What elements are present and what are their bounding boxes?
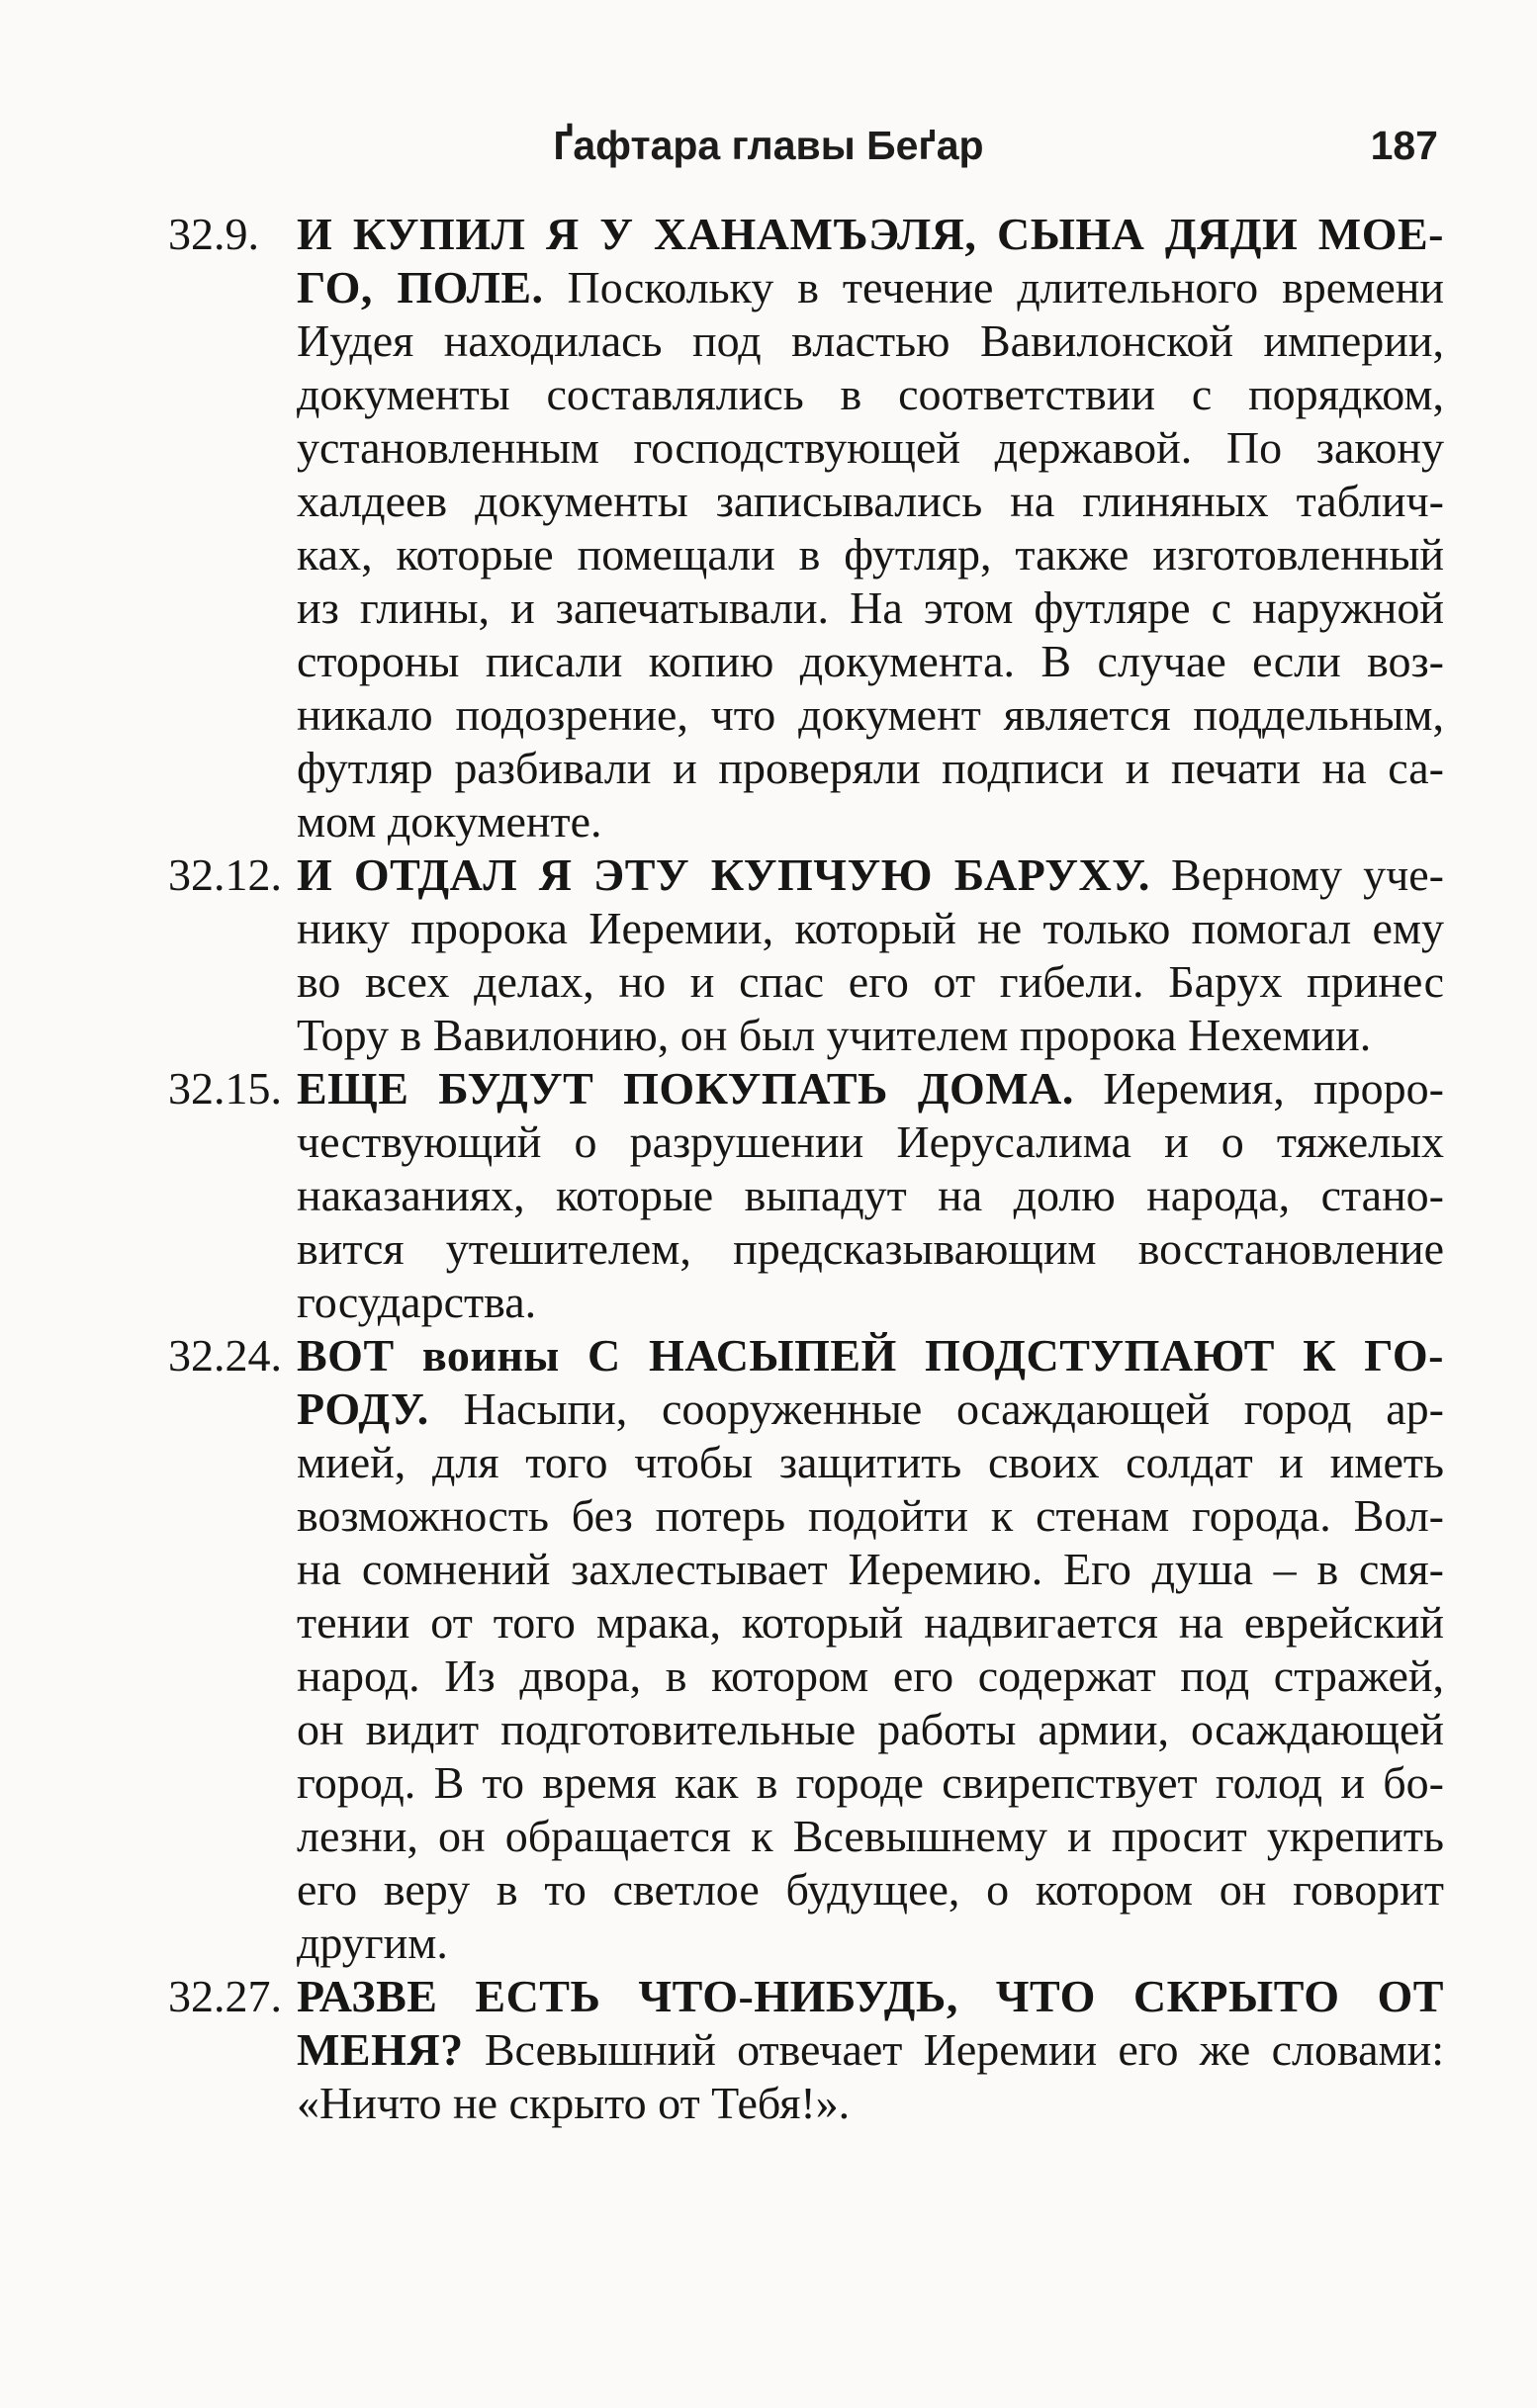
entry-lines — [297, 1329, 1444, 1970]
text-line — [297, 1543, 1444, 1596]
text-line — [297, 1382, 1444, 1436]
text-line — [297, 1169, 1444, 1222]
text-line — [297, 635, 1444, 688]
commentary-text: во всех делах, но и спас его от гибели. Барух принес — [297, 956, 1444, 1007]
commentary-text: «Ничто не скрыто от Тебя!». — [297, 2078, 851, 2128]
text-line — [297, 848, 1444, 902]
commentary-text: Насыпи, сооруженные осаждающей город ар- — [428, 1383, 1444, 1434]
text-line — [297, 261, 1444, 314]
text-line — [297, 795, 1444, 848]
commentary-entry — [168, 1329, 1444, 1970]
commentary-entry — [168, 1970, 1444, 2130]
text-line — [297, 688, 1444, 742]
commentary-text: народ. Из двора, в котором его содержат под стражей, — [297, 1650, 1444, 1701]
text-line — [297, 1115, 1444, 1169]
text-line — [297, 1703, 1444, 1756]
commentary-text: он видит подготовительные работы армии, осаждающей — [297, 1704, 1444, 1754]
commentary-entries — [168, 208, 1444, 2130]
commentary-text: государства. — [297, 1277, 537, 1327]
entry-lines — [297, 848, 1444, 1062]
text-line — [297, 1756, 1444, 1810]
text-line — [297, 955, 1444, 1009]
running-title: Ґафтара главы Беґар — [553, 123, 984, 168]
text-line — [297, 1650, 1444, 1703]
text-line — [297, 208, 1444, 261]
text-line — [297, 1596, 1444, 1650]
text-line — [297, 1329, 1444, 1382]
verse-quote-bold: ГО, ПОЛЕ. — [297, 262, 544, 312]
commentary-entry — [168, 848, 1444, 1062]
commentary-text: мом документе. — [297, 796, 602, 847]
entry-lines — [297, 1970, 1444, 2130]
text-line — [297, 314, 1444, 368]
text-line — [297, 1276, 1444, 1329]
text-line — [297, 1489, 1444, 1543]
text-line — [297, 1810, 1444, 1863]
text-line — [297, 902, 1444, 955]
text-line — [297, 1917, 1444, 1970]
commentary-text: Всевышний отвечает Иеремии его же словами: — [463, 2024, 1444, 2075]
text-line — [297, 475, 1444, 528]
page-number: 187 — [1370, 123, 1438, 168]
commentary-text: из глины, и запечатывали. На этом футляре с наружной — [297, 582, 1444, 633]
text-line — [297, 421, 1444, 475]
commentary-entry — [168, 1062, 1444, 1329]
verse-number: 32.15. — [168, 1063, 282, 1114]
verse-number: 32.9. — [168, 209, 259, 259]
commentary-text: его веру в то светлое будущее, о котором он говорит — [297, 1864, 1444, 1915]
commentary-text: халдеев документы записывались на глиняных таблич- — [297, 476, 1444, 526]
commentary-text: документы составлялись в соответствии с порядком, — [297, 369, 1444, 419]
verse-number: 32.12. — [168, 849, 282, 900]
running-head — [0, 123, 1537, 172]
commentary-text: город. В то время как в городе свирепствует голод и бо- — [297, 1757, 1444, 1808]
verse-number: 32.27. — [168, 1971, 282, 2021]
entry-lines — [297, 1062, 1444, 1329]
commentary-text: Иудея находилась под властью Вавилонской империи, — [297, 315, 1444, 366]
verse-number: 32.24. — [168, 1330, 282, 1381]
commentary-entry — [168, 208, 1444, 848]
text-line — [297, 1009, 1444, 1062]
verse-quote-bold: И ОТДАЛ Я ЭТУ КУПЧУЮ БАРУХУ. — [297, 849, 1150, 900]
verse-quote-bold: МЕНЯ? — [297, 2024, 464, 2075]
text-line — [297, 742, 1444, 795]
commentary-text: тении от того мрака, который надвигается на еврейский — [297, 1597, 1444, 1648]
verse-quote-bold: РАЗВЕ ЕСТЬ ЧТО-НИБУДЬ, ЧТО СКРЫТО ОТ — [297, 1971, 1444, 2021]
commentary-text: лезни, он обращается к Всевышнему и просит укрепить — [297, 1811, 1444, 1861]
text-line — [297, 1970, 1444, 2023]
verse-quote-bold: ВОТ воины С НАСЫПЕЙ ПОДСТУПАЮТ К ГО- — [297, 1330, 1444, 1381]
commentary-text: вится утешителем, предсказывающим восстановление — [297, 1223, 1444, 1274]
entry-lines — [297, 208, 1444, 848]
commentary-text: на сомнений захлестывает Иеремию. Его душа – в смя- — [297, 1544, 1444, 1594]
text-line — [297, 1863, 1444, 1917]
commentary-text: установленным господствующей державой. По закону — [297, 422, 1444, 473]
text-line — [297, 528, 1444, 581]
text-line — [297, 1222, 1444, 1276]
text-line — [297, 581, 1444, 635]
text-line — [297, 368, 1444, 421]
text-line — [297, 1436, 1444, 1489]
commentary-text: Иеремия, проро- — [1073, 1063, 1444, 1114]
commentary-text: Верному уче- — [1149, 849, 1444, 900]
commentary-text: чествующий о разрушении Иерусалима и о тяжелых — [297, 1116, 1444, 1167]
commentary-text: Тору в Вавилонию, он был учителем пророка Нехемии. — [297, 1010, 1372, 1060]
verse-quote-bold: И КУПИЛ Я У ХАНАМЪЭЛЯ, СЫНА ДЯДИ МОЕ- — [297, 209, 1444, 259]
commentary-text: стороны писали копию документа. В случае если воз- — [297, 636, 1444, 686]
commentary-text: другим. — [297, 1917, 448, 1968]
verse-quote-bold: РОДУ. — [297, 1383, 429, 1434]
verse-quote-bold: ЕЩЕ БУДУТ ПОКУПАТЬ ДОМА. — [297, 1063, 1074, 1114]
text-line — [297, 1062, 1444, 1115]
commentary-text: никало подозрение, что документ является поддельным, — [297, 689, 1444, 740]
commentary-text: возможность без потерь подойти к стенам города. Вол- — [297, 1490, 1444, 1541]
commentary-text: нику пророка Иеремии, который не только помогал ему — [297, 903, 1444, 953]
text-line — [297, 2077, 1444, 2130]
commentary-text: наказаниях, которые выпадут на долю народа, стано- — [297, 1170, 1444, 1220]
commentary-text: футляр разбивали и проверяли подписи и печати на са- — [297, 743, 1444, 793]
commentary-text: ках, которые помещали в футляр, также изготовленный — [297, 529, 1444, 580]
text-line — [297, 2023, 1444, 2077]
commentary-text: мией, для того чтобы защитить своих солдат и иметь — [297, 1437, 1444, 1487]
commentary-text: Поскольку в течение длительного времени — [543, 262, 1444, 312]
